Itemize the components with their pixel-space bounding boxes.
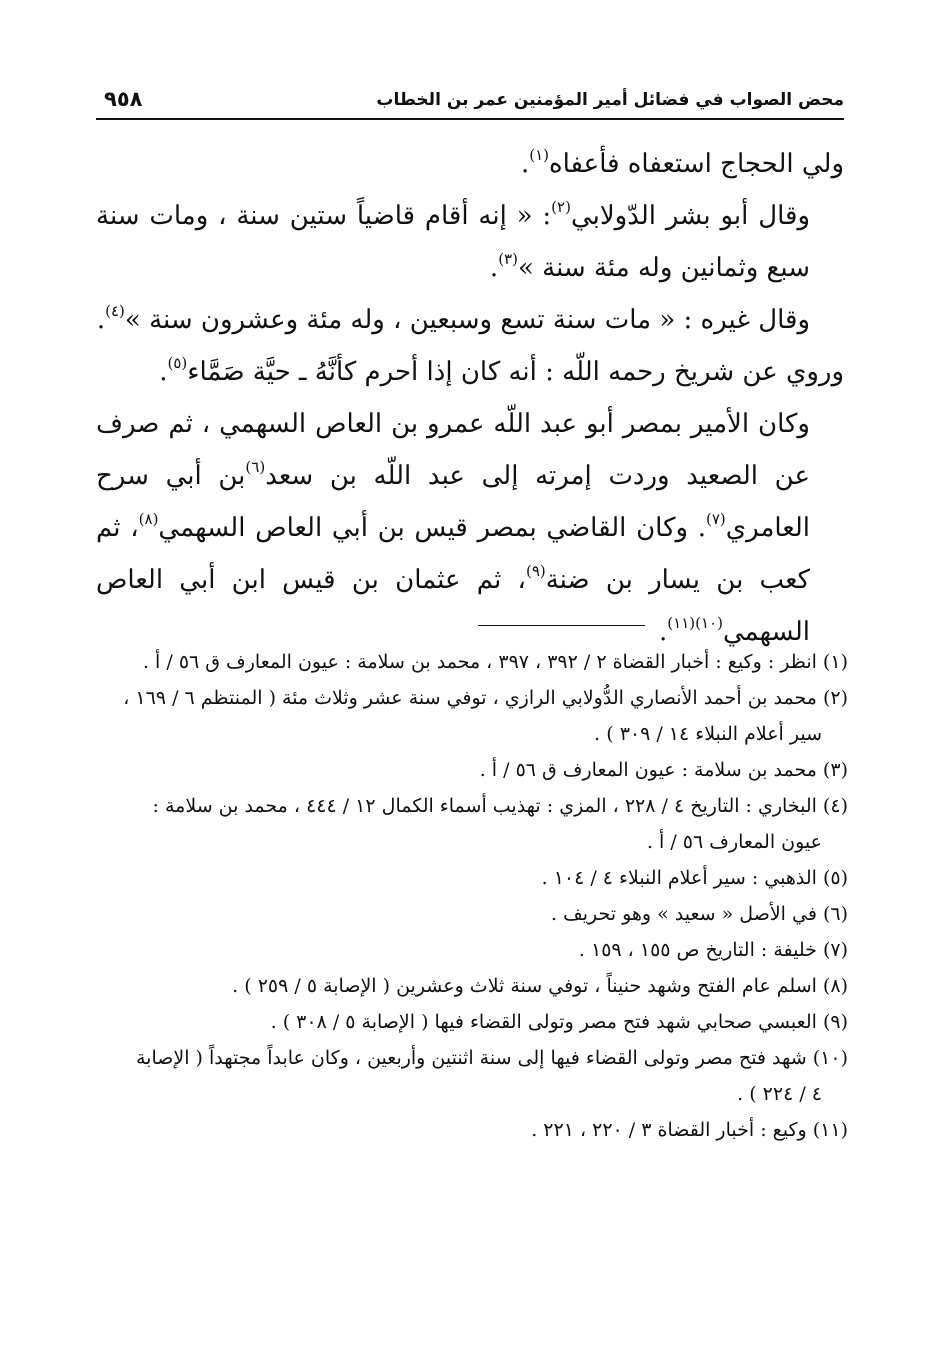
- paragraph-text: .: [489, 253, 499, 283]
- footnote: (٨) اسلم عام الفتح وشهد حنيناً ، توفي سنة ثلاث وعشرين ( الإصابة ٥ / ٢٥٩ ) .: [232, 975, 848, 997]
- footnote-continuation: سير أعلام النبلاء ١٤ / ٣٠٩ ) .: [594, 723, 822, 745]
- paragraph-text: وروي عن شريخ رحمه اللّه : أنه كان إذا أحرم كأنَّهُ ـ حيَّة صَمَّاء: [187, 357, 844, 387]
- footnote: (٤) البخاري : التاريخ ٤ / ٢٢٨ ، المزي : تهذيب أسماء الكمال ١٢ / ٤٤٤ ، محمد بن سلامة :: [152, 795, 848, 817]
- footnote-ref: (٨): [138, 510, 159, 529]
- footnote-divider: [478, 625, 645, 626]
- footnote: (٩) العبسي صحابي شهد فتح مصر وتولى القضاء فيها ( الإصابة ٥ / ٣٠٨ ) .: [270, 1011, 848, 1033]
- footnote: (٥) الذهبي : سير أعلام النبلاء ٤ / ١٠٤ .: [541, 867, 848, 889]
- footnote: (١٠) شهد فتح مصر وتولى القضاء فيها إلى سنة اثنتين وأربعين ، وكان عابداً مجتهداً ( الإصابة: [135, 1047, 848, 1069]
- paragraph-text: ولي الحجاج استعفاه فأعفاه: [548, 149, 844, 179]
- footnote-ref: (٥): [167, 354, 188, 373]
- footnote: (٣) محمد بن سلامة : عيون المعارف ق ٥٦ / أ .: [479, 759, 848, 781]
- footnotes: [96, 644, 848, 1148]
- footnote-ref: (٣): [498, 250, 518, 269]
- paragraph-text: وقال أبو بشر الدّولابي: [570, 201, 810, 231]
- footnote-ref: (١٠)(١١): [667, 614, 723, 633]
- footnote-ref: (٢): [551, 198, 571, 217]
- page-header: [96, 86, 844, 122]
- footnote: (١١) وكيع : أخبار القضاة ٣ / ٢٢٠ ، ٢٢١ .: [531, 1119, 848, 1141]
- paragraph-text: .: [159, 357, 168, 387]
- paragraph: [96, 346, 844, 398]
- paragraph-text: بن أبي سرح العامري: [96, 461, 810, 543]
- paragraph-text: .: [520, 149, 530, 179]
- running-title: محض الصواب في فضائل أمير المؤمنين عمر بن الخطاب: [376, 90, 844, 110]
- paragraph-text: وقال غيره : « مات سنة تسع وسبعين ، وله مئة وعشرون سنة »: [124, 305, 810, 335]
- footnote-continuation: ٤ / ٢٢٤ ) .: [737, 1083, 822, 1105]
- paragraph-text: ، ثم عثمان بن قيس ابن أبي العاص السهمي: [96, 565, 810, 647]
- footnote-continuation: عيون المعارف ٥٦ / أ .: [646, 831, 822, 853]
- footnote-ref: (١): [529, 146, 549, 165]
- paragraph-text: .: [659, 617, 668, 647]
- paragraph-text: . وكان القاضي بمصر قيس بن أبي العاص السهمي: [158, 513, 706, 543]
- paragraph-text: : « إنه أقام قاضياً ستين سنة ، ومات سنة سبع وثمانين وله مئة سنة »: [96, 201, 810, 283]
- main-text: [96, 138, 844, 658]
- page-number: ٩٥٨: [104, 87, 143, 111]
- footnote: (٦) في الأصل « سعيد » وهو تحريف .: [550, 903, 848, 925]
- paragraph: [96, 138, 844, 190]
- footnote-ref: (٩): [525, 562, 546, 581]
- footnote-ref: (٧): [705, 510, 726, 529]
- footnote: (١) انظر : وكيع : أخبار القضاة ٢ / ٣٩٢ ، ٣٩٧ ، محمد بن سلامة : عيون المعارف ق ٥٦ / أ .: [142, 651, 848, 673]
- paragraph: [96, 190, 844, 294]
- footnote-ref: (٦): [245, 458, 266, 477]
- footnote-ref: (٤): [105, 302, 125, 321]
- paragraph-text: ، ثم كعب بن يسار بن ضنة: [96, 513, 810, 595]
- paragraph: [96, 398, 844, 658]
- paragraph-text: وكان الأمير بمصر أبو عبد اللّه عمرو بن العاص السهمي ، ثم صرف عن الصعيد وردت إمرته إلى عبد اللّه بن سعد: [96, 409, 810, 491]
- paragraph-text: .: [96, 305, 106, 335]
- paragraph: [96, 294, 844, 346]
- footnote: (٧) خليفة : التاريخ ص ١٥٥ ، ١٥٩ .: [578, 939, 848, 961]
- header-divider: [96, 118, 844, 120]
- footnote: (٢) محمد بن أحمد الأنصاري الدُّولابي الرازي ، توفي سنة عشر وثلاث مئة ( المنتظم ٦ / ١٦٩ ،: [123, 687, 848, 709]
